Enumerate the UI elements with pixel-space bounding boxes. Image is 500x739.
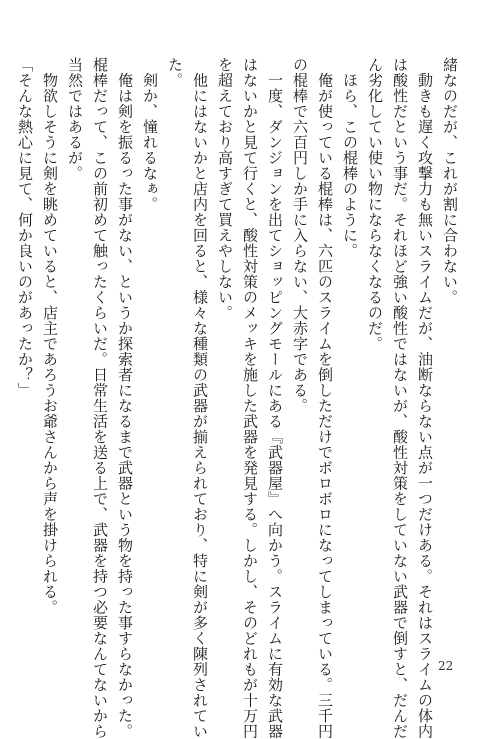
text-line: た。	[166, 57, 184, 88]
text-line: 当然ではあるが。	[66, 57, 84, 181]
text-line: 他にはないかと店内を回ると、様々な種類の武器が揃えられており、特に剣が多く陳列されてい	[191, 57, 209, 739]
text-line: ん劣化してい使い物にならなくなるのだ。	[366, 57, 384, 352]
text-line: の棍棒で六百円しか手に入らない、大赤字である。	[291, 57, 309, 414]
page-number: 22	[438, 659, 454, 673]
text-line: 俺が使っている棍棒は、六匹のスライムを倒しただけでボロボロになってしまっている。三千円	[316, 57, 334, 739]
text-line: 緒なのだが、これが割に合わない。	[441, 57, 459, 305]
text-line: 一度、ダンジョンを出てショッピングモールにある『武器屋』へ向かう。スライムに有効な武器	[266, 57, 284, 739]
text-line: 物欲しそうに剣を眺めていると、店主であろうお爺さんから声を掛けられる。	[41, 57, 59, 615]
text-line: 剣か、憧れるなぁ。	[141, 57, 159, 212]
text-line: 俺は剣を振るった事がない、というか探索者になるまで武器という物を持った事すらなかった。	[116, 57, 134, 739]
text-line: は酸性だという事だ。それほど強い酸性ではないが、酸性対策をしていない武器で倒すと、だんだ	[391, 57, 409, 739]
text-line: はないかと見て行くと、酸性対策のメッキを施した武器を発見する。しかし、そのどれもが十万円	[241, 57, 259, 739]
text-line: 棍棒だって、この前初めて触ったくらいだ。日常生活を送る上で、武器を持つ必要なんてないから	[91, 57, 109, 739]
text-line: を超えており高すぎて買えやしない。	[216, 57, 234, 321]
text-line: 動きも遅く攻撃力も無いスライムだが、油断ならない点が一つだけある。それはスライムの体内	[416, 57, 434, 739]
text-line: 「そんな熱心に見て、何か良いのがあったか？」	[16, 57, 34, 398]
text-line: ほら、この棍棒のように。	[341, 57, 359, 259]
